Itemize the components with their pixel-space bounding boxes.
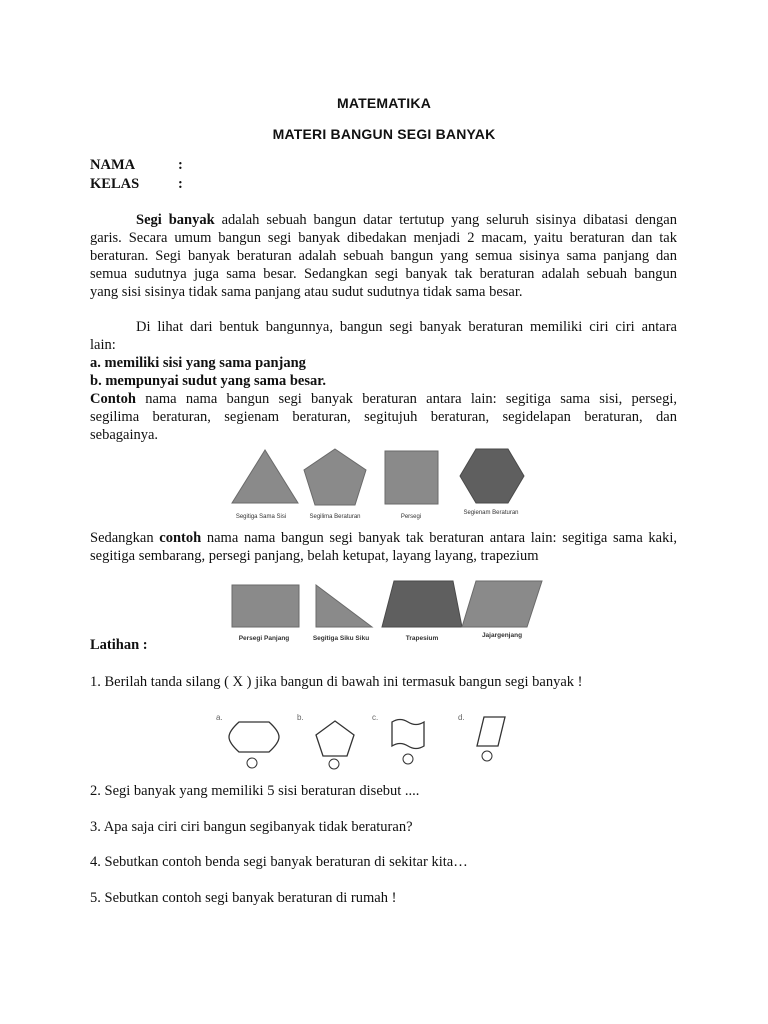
irregular-prefix: Sedangkan xyxy=(90,530,154,546)
example-term: Contoh xyxy=(90,391,136,407)
option-b-label: b. xyxy=(297,713,304,722)
parallelogram-shape xyxy=(462,581,542,627)
regular-point-b: b. mempunyai sudut yang sama besar. xyxy=(90,373,326,389)
irregular-line-1-text: nama nama bangun segi banyak tak beraturan antara lain: segitiga sama kaki, xyxy=(206,530,678,546)
intro-term: Segi banyak xyxy=(136,212,215,228)
option-a-label: a. xyxy=(216,713,223,722)
option-a-shape xyxy=(229,722,279,752)
page-subtitle: MATERI BANGUN SEGI BANYAK xyxy=(272,126,496,142)
option-c-label: c. xyxy=(372,713,379,722)
example-line-3: sebagainya. xyxy=(90,427,159,443)
option-b-shape xyxy=(316,721,354,756)
name-colon: : xyxy=(178,157,183,173)
option-c-shape xyxy=(392,720,424,749)
option-d-shape xyxy=(477,717,505,746)
class-label: KELAS xyxy=(90,176,140,192)
option-c-answer-circle xyxy=(403,754,413,764)
regular-hexagon-shape xyxy=(460,449,524,503)
example-line-1-text: nama nama bangun segi banyak beraturan antara lain: segitiga sama sisi, persegi, xyxy=(145,391,677,407)
caption-segitiga-sama-sisi: Segitiga Sama Sisi xyxy=(235,514,287,520)
example-line-2: segilima beraturan, segienam beraturan, segitujuh beraturan, segidelapan beraturan, dan xyxy=(90,409,677,425)
option-d-answer-circle xyxy=(482,751,492,761)
irregular-term: contoh xyxy=(159,530,202,546)
caption-trapesium: Trapesium xyxy=(405,635,439,642)
regular-polygons-figure xyxy=(228,445,538,525)
option-a-answer-circle xyxy=(247,758,257,768)
right-triangle-shape xyxy=(316,585,372,627)
question-2: 2. Segi banyak yang memiliki 5 sisi beraturan disebut .... xyxy=(90,783,420,799)
option-shapes-figure xyxy=(212,708,522,770)
caption-persegi: Persegi xyxy=(400,514,422,520)
caption-segilima-beraturan: Segilima Beraturan xyxy=(309,514,361,520)
caption-jajargenjang: Jajargenjang xyxy=(481,632,523,639)
question-5: 5. Sebutkan contoh segi banyak beraturan di rumah ! xyxy=(90,890,397,906)
example-line-1 xyxy=(90,390,677,408)
option-b-answer-circle xyxy=(329,759,339,769)
irregular-line-2: segitiga sembarang, persegi panjang, belah ketupat, layang layang, trapezium xyxy=(90,548,539,564)
regular-line-2: lain: xyxy=(90,337,116,353)
intro-line-3: beraturan. Segi banyak beraturan adalah sebuah bangun yang semua sisinya sama panjang dan xyxy=(90,248,677,264)
irregular-line-1 xyxy=(90,529,677,547)
question-3: 3. Apa saja ciri ciri bangun segibanyak tidak beraturan? xyxy=(90,819,413,835)
intro-line-1-text: adalah sebuah bangun datar tertutup yang seluruh sisinya dibatasi dengan xyxy=(221,212,677,228)
intro-line-5: yang sisi sisinya tidak sama panjang atau sudut sudutnya tidak sama besar. xyxy=(90,284,523,300)
class-colon: : xyxy=(178,176,183,192)
question-4: 4. Sebutkan contoh benda segi banyak beraturan di sekitar kita… xyxy=(90,854,468,870)
caption-segitiga-siku-siku: Segitiga Siku Siku xyxy=(312,635,370,642)
caption-persegi-panjang: Persegi Panjang xyxy=(238,635,290,642)
regular-line-1: Di lihat dari bentuk bangunnya, bangun segi banyak beraturan memiliki ciri ciri antara xyxy=(136,319,677,335)
name-label: NAMA xyxy=(90,157,136,173)
option-d-label: d. xyxy=(458,713,465,722)
square-shape xyxy=(385,451,438,504)
caption-segienam-beraturan: Segienam Beraturan xyxy=(463,510,519,516)
rectangle-shape xyxy=(232,585,299,627)
exercise-heading: Latihan : xyxy=(90,637,148,653)
regular-pentagon-shape xyxy=(304,449,366,505)
intro-line-4: semua sudutnya juga sama besar. Sedangkan segi banyak tak beraturan adalah sebuah bangun xyxy=(90,266,677,282)
irregular-polygons-figure xyxy=(222,574,548,650)
regular-point-a: a. memiliki sisi yang sama panjang xyxy=(90,355,306,371)
page-title: MATEMATIKA xyxy=(336,95,432,111)
intro-line-1 xyxy=(136,211,677,229)
intro-line-2: garis. Secara umum bangun segi banyak dibedakan menjadi 2 macam, yaitu beraturan dan tak xyxy=(90,230,677,246)
question-1: 1. Berilah tanda silang ( X ) jika bangun di bawah ini termasuk bangun segi banyak ! xyxy=(90,674,583,690)
trapezoid-shape xyxy=(382,581,462,627)
equilateral-triangle-shape xyxy=(232,450,298,503)
